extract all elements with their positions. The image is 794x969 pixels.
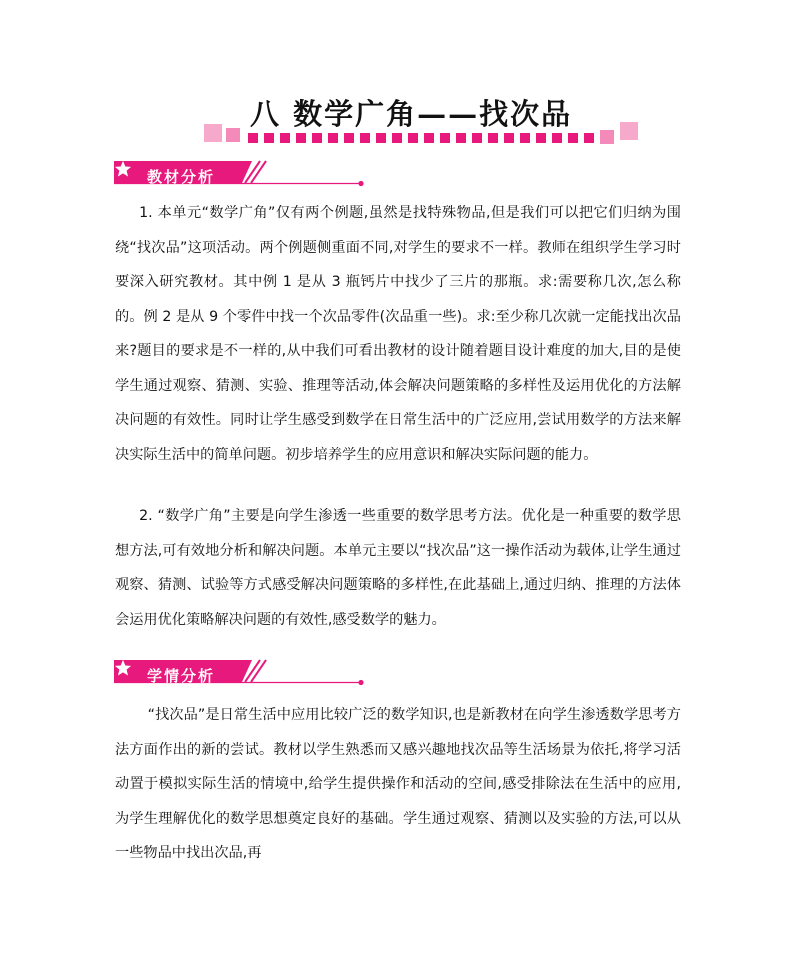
- star-icon: [114, 659, 132, 677]
- section-heading: 学情分析: [147, 667, 216, 685]
- star-icon: [114, 160, 132, 178]
- section-header-textbook-analysis: [114, 160, 374, 190]
- section-heading: 教材分析: [147, 168, 216, 186]
- paragraph: 2. “数学广角”主要是向学生渗透一些重要的数学思考方法。优化是一种重要的数学思想方法,可有效地分析和解决问题。本单元主要以“找次品”这一操作活动为载体,让学生通过观察、猜测、试验等方式感受解决问题策略的多样性,在此基础上,通过归纳、推理的方法体会运用优化策略解决问题的有效性,感受数学的魅力。: [115, 508, 681, 628]
- section-header-learning-analysis: [114, 659, 374, 689]
- paragraph: “找次品”是日常生活中应用比较广泛的数学知识,也是新教材在向学生渗透数学思考方法方面作出的新的尝试。教材以学生熟悉而又感兴趣地找次品等生活场景为依托,将学习活动置于模拟实际生活的情境中,给学生提供操作和活动的空间,感受排除法在生活中的应用,为学生理解优化的数学思想奠定良好的基础。学生通过观察、猜测以及实验的方法,可以从一些物品中找出次品,再: [115, 707, 681, 861]
- paragraph: 1. 本单元“数学广角”仅有两个例题,虽然是找特殊物品,但是我们可以把它们归纳为围绕“找次品”这项活动。两个例题侧重面不同,对学生的要求不一样。教师在组织学生学习时要深入研究教材。其中例 1 是从 3 瓶钙片中找少了三片的那瓶。求:需要称几次,怎么称的。例 2 是从 9 个零件中找一个次品零件(次品重一些)。求:至少称几次就一定能找出次品来?题目的要求是不一样的,从中我们可看出教材的设计随着题目设计难度的加大,目的是使学生通过观察、猜测、实验、推理等活动,体会解决问题策略的多样性及运用优化的方法解决问题的有效性。同时让学生感受到数学在日常生活中的广泛应用,尝试用数学的方法来解决实际生活中的简单问题。初步培养学生的应用意识和解决实际问题的能力。: [115, 205, 681, 463]
- title-decoration: [200, 118, 644, 154]
- page-title: 八 数学广角——找次品: [250, 97, 573, 131]
